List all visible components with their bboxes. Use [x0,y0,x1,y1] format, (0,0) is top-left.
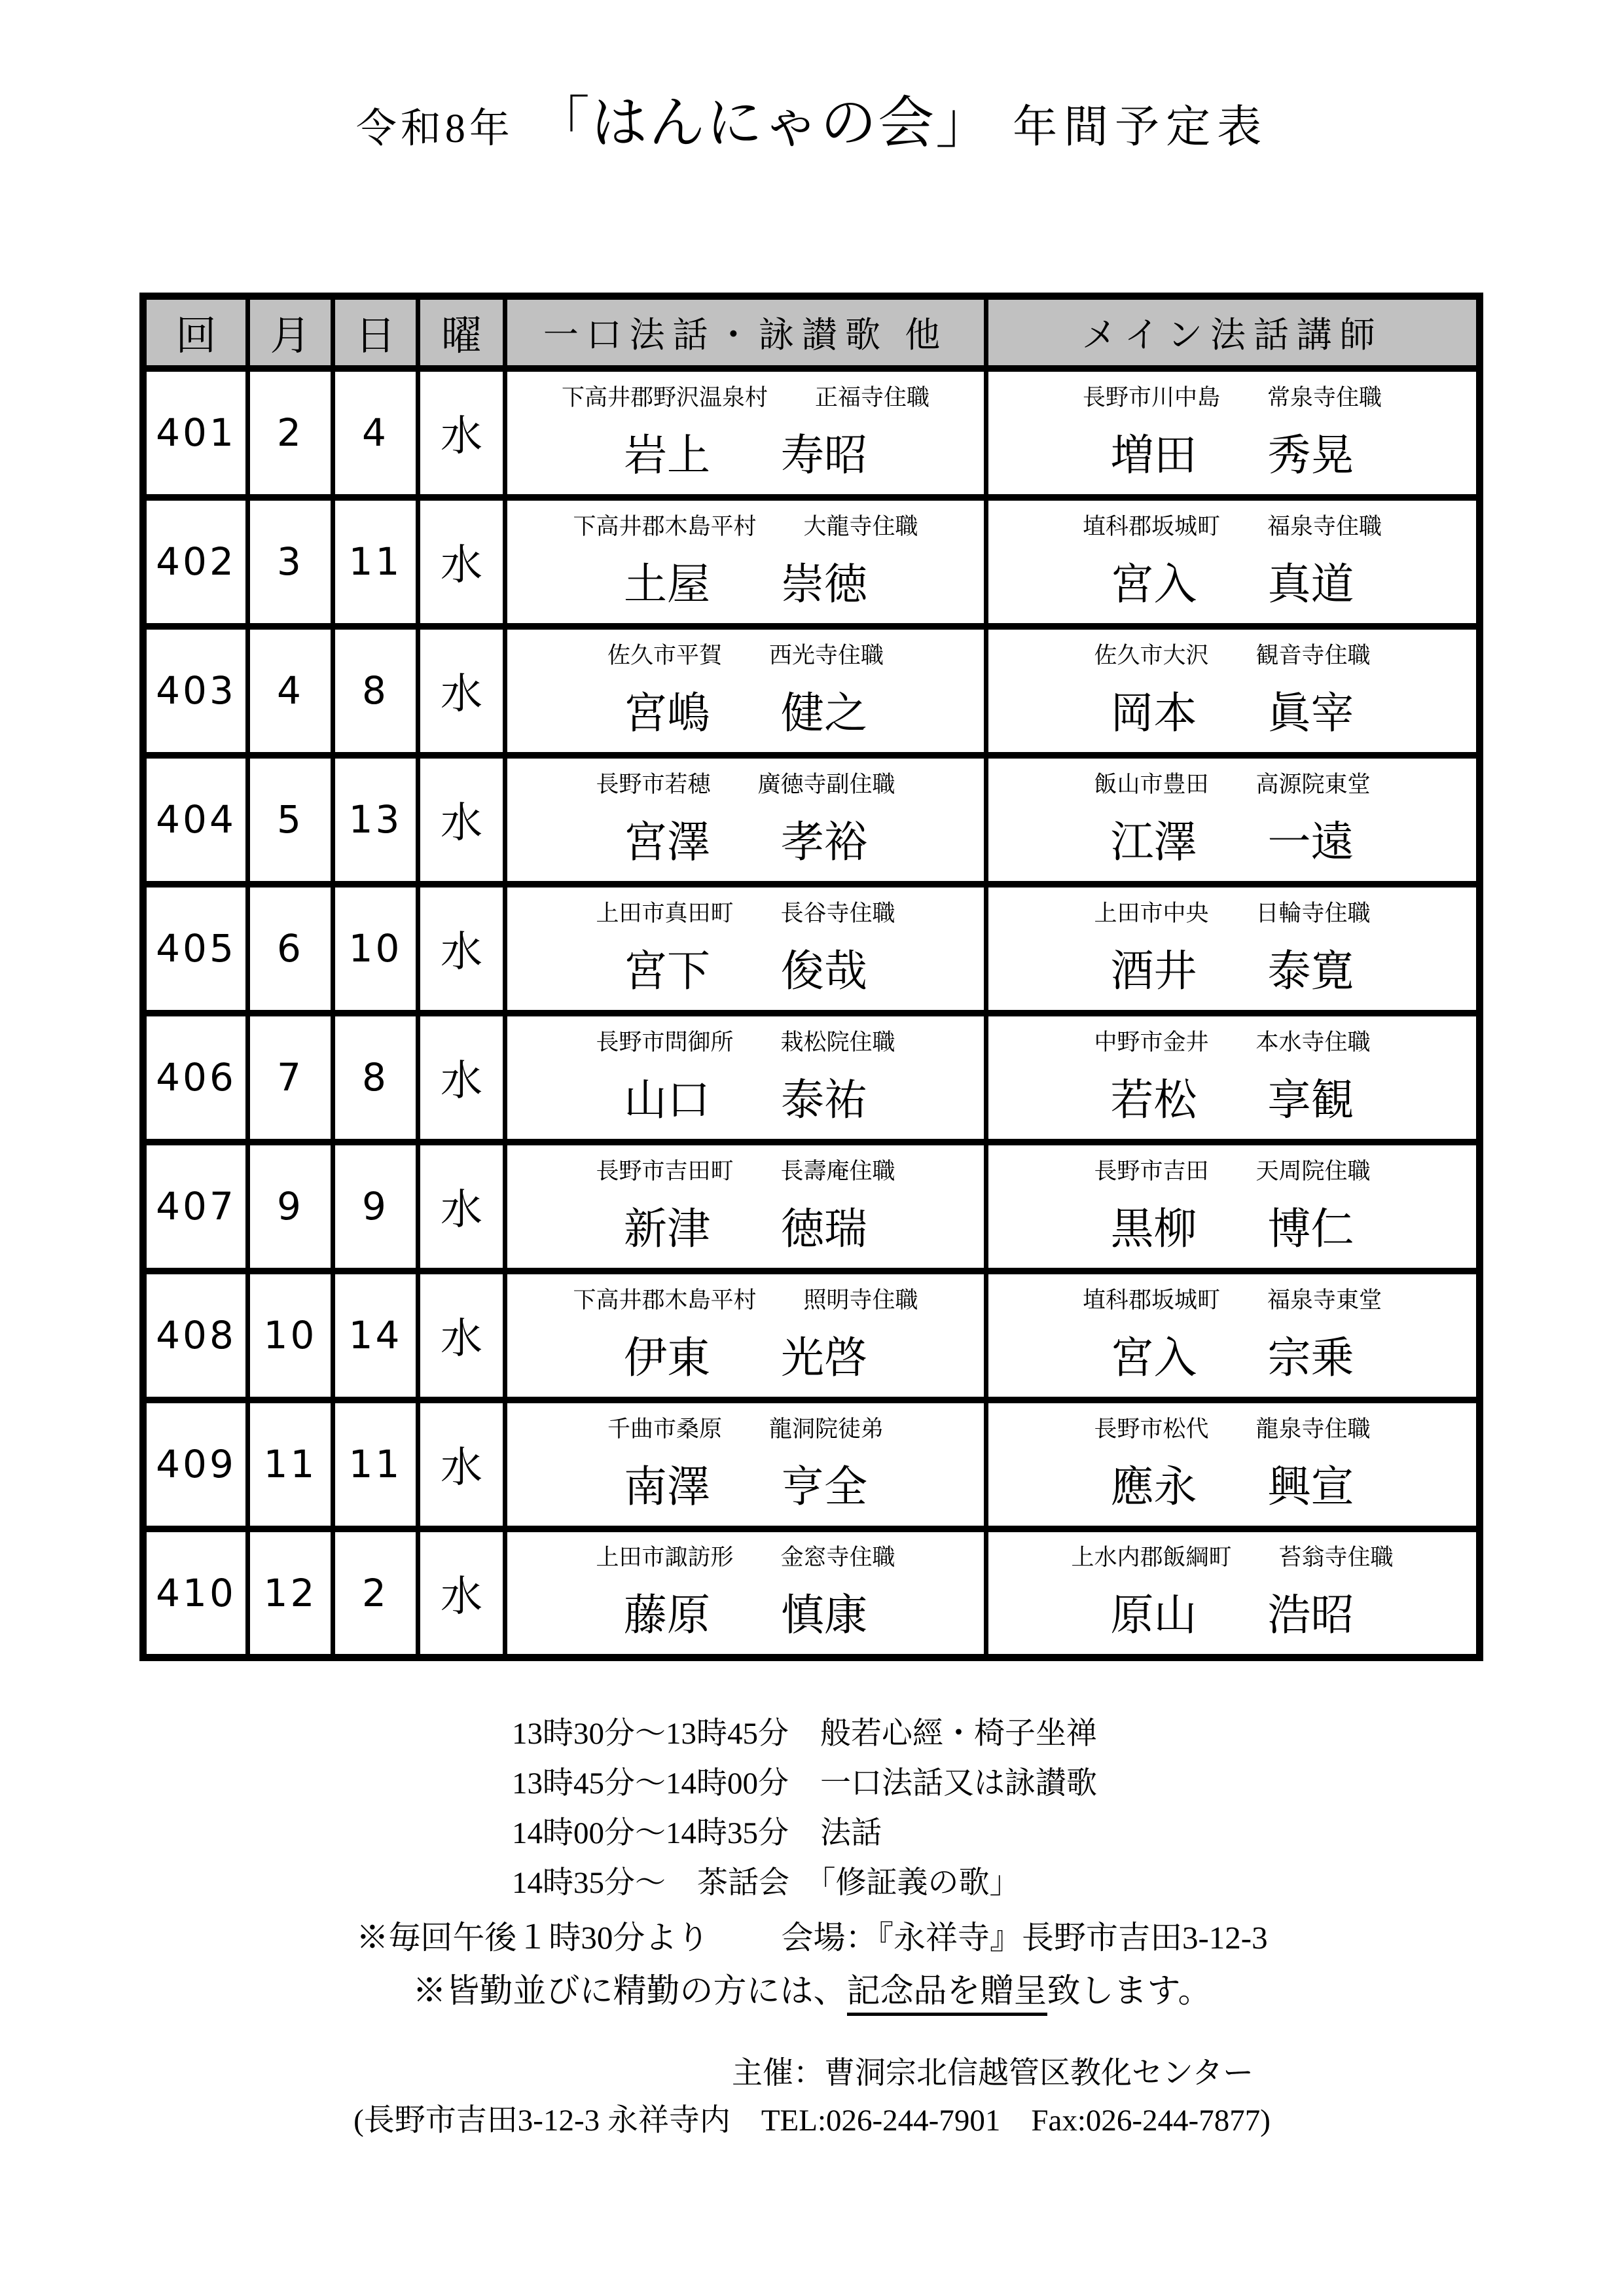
speaker-temple: 西光寺住職 [769,642,884,668]
schedule-table [139,293,1483,1661]
speaker-place: 長野市川中島 [1082,384,1220,410]
session-number: 407 [143,1142,248,1271]
timetable-activity: 法話 [820,1816,882,1850]
main-speaker-cell [986,1400,1480,1529]
hanashi-speaker-cell [505,626,986,755]
speaker-affiliation [573,1282,918,1315]
header-session: 回 [143,296,248,368]
speaker-place: 下高井郡木島平村 [573,1287,757,1313]
speaker-temple: 常泉寺住職 [1267,384,1382,410]
speaker-name [1111,1323,1354,1385]
speaker-affiliation [596,895,895,928]
speaker-temple: 日輪寺住職 [1255,900,1371,926]
speaker-name [1111,420,1354,482]
speaker-temple: 観音寺住職 [1255,642,1371,668]
attendance-note [0,1964,1624,2012]
table-row [143,368,1480,497]
speaker-temple: 廣徳寺副住職 [757,771,895,797]
session-number: 409 [143,1400,248,1529]
speaker-name [624,936,867,998]
speaker-place: 長野市吉田町 [596,1158,734,1184]
speaker-affiliation [596,766,895,799]
main-speaker-cell [986,497,1480,626]
speaker-name [624,1194,867,1256]
table-row [143,1271,1480,1400]
speaker-affiliation [1083,380,1382,412]
timetable-row [512,1805,1097,1855]
hanashi-speaker-cell [505,1142,986,1271]
speaker-affiliation [607,1411,884,1444]
weekday-value: 水 [418,1400,505,1529]
day-value: 13 [333,755,418,884]
timetable-row [512,1706,1097,1755]
schedule-table-body [143,368,1480,1658]
weekday-value: 水 [418,884,505,1013]
timetable-time: 14時00分〜14時35分 [512,1816,789,1850]
speaker-temple: 金窓寺住職 [780,1545,895,1571]
table-row [143,626,1480,755]
speaker-name [624,1065,867,1127]
speaker-temple: 龍泉寺住職 [1255,1416,1371,1442]
table-row [143,497,1480,626]
speaker-given-name: 宗乗 [1267,1334,1354,1382]
session-number: 410 [143,1529,248,1658]
organizer-line: 主催：曹洞宗北信越管区教化センター [732,2056,1254,2090]
speaker-name [1111,807,1354,869]
attendance-note-suffix: 致します。 [1047,1973,1212,2010]
speaker-temple: 龍洞院徒弟 [769,1416,884,1442]
speaker-place: 千曲市桑原 [607,1416,722,1442]
header-month: 月 [248,296,333,368]
speaker-affiliation [1083,509,1382,541]
month-value: 4 [248,626,333,755]
speaker-place: 埴科郡坂城町 [1082,1287,1220,1313]
speaker-name [624,420,867,482]
speaker-affiliation [573,509,918,541]
timetable-time: 14時35分〜 [512,1865,666,1900]
hanashi-speaker-cell [505,497,986,626]
venue-text: 会場：『永祥寺』長野市吉田3-12-3 [781,1920,1268,1956]
speaker-place: 佐久市大沢 [1094,642,1209,668]
speaker-temple: 正福寺住職 [815,384,930,410]
speaker-given-name: 泰寛 [1267,947,1354,996]
month-value: 2 [248,368,333,497]
timetable-time: 13時30分〜13時45分 [512,1716,789,1751]
venue-note [0,1912,1624,1958]
day-value: 14 [333,1271,418,1400]
session-number: 406 [143,1013,248,1142]
table-row [143,755,1480,884]
header-day: 日 [333,296,418,368]
header-hanashi-speaker: 一口法話・詠讃歌 他 [505,296,986,368]
timetable-activity: 一口法話又は詠讃歌 [820,1766,1097,1801]
start-time-note: ※毎回午後１時30分より [356,1920,710,1956]
speaker-given-name: 慎康 [781,1592,867,1640]
month-value: 11 [248,1400,333,1529]
session-number: 404 [143,755,248,884]
speaker-family-name: 宮入 [1110,560,1197,609]
table-row [143,1400,1480,1529]
speaker-given-name: 寿昭 [781,431,867,480]
speaker-temple: 福泉寺住職 [1267,513,1382,539]
speaker-affiliation [1094,766,1370,799]
speaker-place: 上田市中央 [1094,900,1209,926]
speaker-given-name: 眞宰 [1267,689,1354,738]
speaker-family-name: 宮入 [1110,1334,1197,1382]
main-speaker-cell [986,1271,1480,1400]
speaker-place: 上水内郡飯綱町 [1071,1545,1232,1571]
speaker-given-name: 博仁 [1267,1205,1354,1253]
speaker-name [1111,678,1354,740]
speaker-affiliation [607,637,884,670]
session-number: 402 [143,497,248,626]
speaker-name [624,1323,867,1385]
speaker-given-name: 俊哉 [781,947,867,996]
speaker-affiliation [1094,1411,1370,1444]
hanashi-speaker-cell [505,884,986,1013]
speaker-family-name: 新津 [624,1205,710,1253]
speaker-family-name: 原山 [1110,1592,1197,1640]
speaker-family-name: 若松 [1110,1076,1197,1124]
day-value: 10 [333,884,418,1013]
speaker-temple: 本水寺住職 [1255,1029,1371,1055]
weekday-value: 水 [418,497,505,626]
speaker-family-name: 岡本 [1110,689,1197,738]
header-weekday: 曜 [418,296,505,368]
speaker-place: 中野市金井 [1094,1029,1209,1055]
day-value: 8 [333,626,418,755]
main-speaker-cell [986,1142,1480,1271]
session-number: 405 [143,884,248,1013]
page-title [0,77,1624,158]
hanashi-speaker-cell [505,368,986,497]
speaker-family-name: 宮澤 [624,818,710,867]
speaker-place: 下高井郡木島平村 [573,513,757,539]
timetable-row [512,1755,1097,1805]
table-row [143,1013,1480,1142]
table-row [143,884,1480,1013]
main-speaker-cell [986,626,1480,755]
speaker-name [624,549,867,611]
speaker-name [1111,549,1354,611]
day-value: 11 [333,1400,418,1529]
speaker-temple: 苔翁寺住職 [1278,1545,1394,1571]
speaker-temple: 長壽庵住職 [780,1158,895,1184]
timetable [512,1706,1097,1905]
main-speaker-cell [986,1529,1480,1658]
speaker-given-name: 一遠 [1267,818,1354,867]
speaker-family-name: 伊東 [624,1334,710,1382]
hanashi-speaker-cell [505,1013,986,1142]
speaker-place: 長野市若穂 [596,771,711,797]
speaker-affiliation [1094,1153,1370,1186]
main-speaker-cell [986,755,1480,884]
session-number: 408 [143,1271,248,1400]
speaker-family-name: 山口 [624,1076,710,1124]
speaker-place: 長野市松代 [1094,1416,1209,1442]
speaker-family-name: 土屋 [624,560,710,609]
speaker-place: 長野市問御所 [596,1029,734,1055]
weekday-value: 水 [418,1529,505,1658]
day-value: 2 [333,1529,418,1658]
main-speaker-cell [986,368,1480,497]
speaker-name [1111,1194,1354,1256]
session-number: 403 [143,626,248,755]
speaker-temple: 照明寺住職 [803,1287,918,1313]
month-value: 3 [248,497,333,626]
speaker-given-name: 亨全 [781,1463,867,1511]
speaker-affiliation [1071,1539,1393,1572]
month-value: 6 [248,884,333,1013]
speaker-temple: 高源院東堂 [1255,771,1371,797]
speaker-temple: 栽松院住職 [780,1029,895,1055]
speaker-family-name: 應永 [1110,1463,1197,1511]
speaker-given-name: 興宣 [1267,1463,1354,1511]
main-speaker-cell [986,1013,1480,1142]
speaker-affiliation [596,1153,895,1186]
hanashi-speaker-cell [505,1271,986,1400]
speaker-affiliation [1094,637,1370,670]
month-value: 12 [248,1529,333,1658]
weekday-value: 水 [418,755,505,884]
speaker-family-name: 藤原 [624,1592,710,1640]
speaker-affiliation [596,1539,895,1572]
weekday-value: 水 [418,1271,505,1400]
speaker-family-name: 江澤 [1110,818,1197,867]
speaker-given-name: 泰祐 [781,1076,867,1124]
title-name: 「はんにゃの会」 [533,92,994,154]
main-speaker-cell [986,884,1480,1013]
speaker-given-name: 崇徳 [781,560,867,609]
table-header-row [143,296,1480,368]
speaker-family-name: 南澤 [624,1463,710,1511]
speaker-given-name: 徳瑞 [781,1205,867,1253]
speaker-place: 飯山市豊田 [1094,771,1209,797]
hanashi-speaker-cell [505,1529,986,1658]
speaker-given-name: 健之 [781,689,867,738]
speaker-family-name: 岩上 [624,431,710,480]
organizer-address: (長野市吉田3-12-3 永祥寺内 TEL:026-244-7901 Fax:026-244-7877) [353,2104,1271,2138]
month-value: 7 [248,1013,333,1142]
speaker-given-name: 享観 [1267,1076,1354,1124]
speaker-given-name: 真道 [1267,560,1354,609]
speaker-name [1111,1580,1354,1642]
speaker-affiliation [596,1024,895,1057]
weekday-value: 水 [418,1142,505,1271]
speaker-affiliation [1083,1282,1382,1315]
month-value: 10 [248,1271,333,1400]
speaker-temple: 長谷寺住職 [780,900,895,926]
speaker-affiliation [1094,1024,1370,1057]
session-number: 401 [143,368,248,497]
speaker-given-name: 孝裕 [781,818,867,867]
attendance-note-prefix: ※皆勤並びに精勤の方には、 [412,1973,847,2010]
speaker-temple: 福泉寺東堂 [1267,1287,1382,1313]
speaker-family-name: 増田 [1110,431,1197,480]
weekday-value: 水 [418,626,505,755]
attendance-note-underlined: 記念品を贈呈 [847,1973,1047,2016]
speaker-given-name: 秀晃 [1267,431,1354,480]
day-value: 8 [333,1013,418,1142]
day-value: 9 [333,1142,418,1271]
table-row [143,1142,1480,1271]
timetable-activity: 茶話会 「修証義の歌」 [697,1865,1020,1900]
speaker-family-name: 酒井 [1110,947,1197,996]
timetable-activity: 般若心經・椅子坐禅 [820,1716,1097,1751]
speaker-name [624,678,867,740]
speaker-place: 佐久市平賀 [607,642,722,668]
speaker-place: 上田市真田町 [596,900,734,926]
speaker-place: 長野市吉田 [1094,1158,1209,1184]
speaker-name [624,807,867,869]
hanashi-speaker-cell [505,755,986,884]
header-main-speaker: メイン法話講師 [986,296,1480,368]
speaker-place: 下高井郡野沢温泉村 [561,384,768,410]
speaker-affiliation [1094,895,1370,928]
month-value: 9 [248,1142,333,1271]
speaker-name [1111,1065,1354,1127]
speaker-place: 埴科郡坂城町 [1082,513,1220,539]
timetable-time: 13時45分〜14時00分 [512,1766,789,1801]
speaker-temple: 天周院住職 [1255,1158,1371,1184]
speaker-family-name: 宮嶋 [624,689,710,738]
speaker-given-name: 浩昭 [1267,1592,1354,1640]
speaker-temple: 大龍寺住職 [803,513,918,539]
day-value: 11 [333,497,418,626]
month-value: 5 [248,755,333,884]
speaker-name [624,1580,867,1642]
speaker-name [624,1452,867,1514]
speaker-given-name: 光啓 [781,1334,867,1382]
speaker-place: 上田市諏訪形 [596,1545,734,1571]
title-era: 令和8年 [355,107,514,151]
hanashi-speaker-cell [505,1400,986,1529]
speaker-affiliation [562,380,929,412]
speaker-family-name: 黒柳 [1110,1205,1197,1253]
day-value: 4 [333,368,418,497]
speaker-name [1111,1452,1354,1514]
speaker-name [1111,936,1354,998]
table-row [143,1529,1480,1658]
weekday-value: 水 [418,1013,505,1142]
speaker-family-name: 宮下 [624,947,710,996]
timetable-row [512,1855,1097,1905]
weekday-value: 水 [418,368,505,497]
title-suffix: 年間予定表 [1013,102,1269,152]
